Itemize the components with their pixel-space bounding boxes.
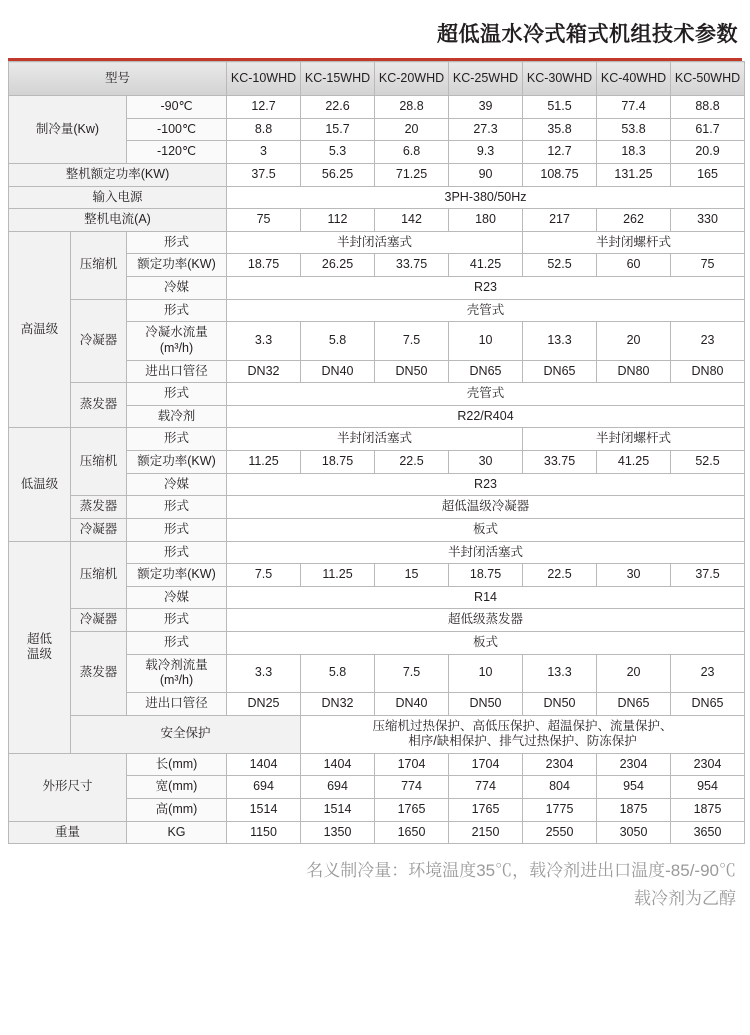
power-supply-label: 输入电源	[9, 186, 227, 209]
high-comp-form-label: 形式	[127, 231, 227, 254]
ultra-evap-flow-label	[127, 654, 227, 692]
dimension-1-2: 774	[375, 776, 449, 799]
capacity-2-2: 6.8	[375, 141, 449, 164]
high-cond-flow-3: 10	[449, 322, 523, 360]
dimension-0-1: 1404	[301, 753, 375, 776]
model-col-5: KC-40WHD	[597, 62, 671, 96]
high-cond-pipe-label: 进出口管径	[127, 360, 227, 383]
ultra-evaporator-label: 蒸发器	[71, 632, 127, 716]
low-comp-form-label: 形式	[127, 428, 227, 451]
high-cond-pipe-6: DN80	[671, 360, 745, 383]
high-cond-pipe-1: DN40	[301, 360, 375, 383]
high-cond-flow-0: 3.3	[227, 322, 301, 360]
table-row-high-cond-form	[9, 299, 745, 322]
capacity-0-3: 39	[449, 96, 523, 119]
ultra-cond-form-label: 形式	[127, 609, 227, 632]
rated-power-4: 108.75	[523, 163, 597, 186]
capacity-0-6: 88.8	[671, 96, 745, 119]
model-col-1: KC-15WHD	[301, 62, 375, 96]
model-col-2: KC-20WHD	[375, 62, 449, 96]
low-condenser-label: 冷凝器	[71, 518, 127, 541]
high-comp-power-3: 41.25	[449, 254, 523, 277]
low-comp-refrigerant-label: 冷媒	[127, 473, 227, 496]
low-cond-form-label: 形式	[127, 518, 227, 541]
table-row-models	[9, 62, 745, 96]
ultra-comp-power-6: 37.5	[671, 564, 745, 587]
high-cond-flow-2: 7.5	[375, 322, 449, 360]
capacity-2-4: 12.7	[523, 141, 597, 164]
capacity-1-0: 8.8	[227, 118, 301, 141]
dimension-2-3: 1765	[449, 799, 523, 822]
capacity-0-5: 77.4	[597, 96, 671, 119]
current-label: 整机电流(A)	[9, 209, 227, 232]
ultra-evap-flow-4: 13.3	[523, 654, 597, 692]
high-comp-power-label: 额定功率(KW)	[127, 254, 227, 277]
ultra-comp-power-0: 7.5	[227, 564, 301, 587]
high-evap-form-value: 壳管式	[227, 383, 745, 406]
dimension-1-3: 774	[449, 776, 523, 799]
capacity-temp-1: -100℃	[127, 118, 227, 141]
high-comp-power-2: 33.75	[375, 254, 449, 277]
table-row-capacity-90	[9, 96, 745, 119]
weight-6: 3650	[671, 821, 745, 844]
weight-unit: KG	[127, 821, 227, 844]
current-2: 142	[375, 209, 449, 232]
rated-power-2: 71.25	[375, 163, 449, 186]
dimension-0-0: 1404	[227, 753, 301, 776]
ultra-evap-flow-label-line1: 载冷剂流量	[145, 657, 208, 672]
weight-4: 2550	[523, 821, 597, 844]
high-evap-coolant-label: 载冷剂	[127, 405, 227, 428]
high-comp-refrigerant-value: R23	[227, 277, 745, 300]
high-comp-power-1: 26.25	[301, 254, 375, 277]
current-0: 75	[227, 209, 301, 232]
high-cond-flow-5: 20	[597, 322, 671, 360]
ultra-evap-pipe-1: DN32	[301, 692, 375, 715]
low-cond-form-value: 板式	[227, 518, 745, 541]
ultra-comp-form-label: 形式	[127, 541, 227, 564]
dimension-0-4: 2304	[523, 753, 597, 776]
dimension-0-6: 2304	[671, 753, 745, 776]
model-col-3: KC-25WHD	[449, 62, 523, 96]
footnote-line-2: 载冷剂为乙醇	[634, 888, 736, 908]
high-comp-power-4: 52.5	[523, 254, 597, 277]
technical-parameters-table	[8, 61, 745, 844]
ultra-cond-form-value: 超低级蒸发器	[227, 609, 745, 632]
weight-2: 1650	[375, 821, 449, 844]
dimension-1-6: 954	[671, 776, 745, 799]
dimension-name-1: 宽(mm)	[127, 776, 227, 799]
rated-power-label: 整机额定功率(KW)	[9, 163, 227, 186]
high-comp-power-5: 60	[597, 254, 671, 277]
dimension-1-5: 954	[597, 776, 671, 799]
stage-low-label: 低温级	[9, 428, 71, 541]
ultra-evap-flow-1: 5.8	[301, 654, 375, 692]
low-comp-power-5: 41.25	[597, 451, 671, 474]
low-comp-refrigerant-value: R23	[227, 473, 745, 496]
rated-power-1: 56.25	[301, 163, 375, 186]
capacity-0-4: 51.5	[523, 96, 597, 119]
current-5: 262	[597, 209, 671, 232]
dimension-2-5: 1875	[597, 799, 671, 822]
ultra-comp-power-5: 30	[597, 564, 671, 587]
table-row-current	[9, 209, 745, 232]
weight-label: 重量	[9, 821, 127, 844]
dimension-0-5: 2304	[597, 753, 671, 776]
low-evap-form-value: 超低温级冷凝器	[227, 496, 745, 519]
ultra-compressor-label: 压缩机	[71, 541, 127, 609]
high-comp-form-piston: 半封闭活塞式	[227, 231, 523, 254]
high-cond-pipe-0: DN32	[227, 360, 301, 383]
high-comp-power-6: 75	[671, 254, 745, 277]
low-comp-power-label: 额定功率(KW)	[127, 451, 227, 474]
ultra-evap-form-value: 板式	[227, 632, 745, 655]
model-col-6: KC-50WHD	[671, 62, 745, 96]
stage-ultra-label	[9, 541, 71, 753]
low-comp-form-piston: 半封闭活塞式	[227, 428, 523, 451]
ultra-evap-flow-6: 23	[671, 654, 745, 692]
high-cond-pipe-3: DN65	[449, 360, 523, 383]
current-3: 180	[449, 209, 523, 232]
model-label: 型号	[9, 62, 227, 96]
ultra-evap-flow-label-line2: (m³/h)	[159, 673, 194, 688]
ultra-comp-refrigerant-label: 冷媒	[127, 586, 227, 609]
capacity-1-1: 15.7	[301, 118, 375, 141]
low-comp-power-2: 22.5	[375, 451, 449, 474]
ultra-evap-pipe-3: DN50	[449, 692, 523, 715]
dimension-0-2: 1704	[375, 753, 449, 776]
footnote	[0, 844, 750, 911]
table-row-low-comp-form	[9, 428, 745, 451]
ultra-evap-pipe-5: DN65	[597, 692, 671, 715]
high-cond-pipe-4: DN65	[523, 360, 597, 383]
ultra-comp-refrigerant-value: R14	[227, 586, 745, 609]
page-title: 超低温水冷式箱式机组技术参数	[437, 23, 738, 46]
stage-ultra-label-line1: 超低	[26, 631, 52, 646]
footnote-line-1: 名义制冷量：环境温度35℃，载冷剂进出口温度-85/-90℃	[306, 861, 736, 881]
table-row-ultra-evap-form	[9, 632, 745, 655]
capacity-2-6: 20.9	[671, 141, 745, 164]
dimension-2-2: 1765	[375, 799, 449, 822]
capacity-label: 制冷量(Kw)	[9, 96, 127, 164]
capacity-1-5: 53.8	[597, 118, 671, 141]
safety-line-2: 相序/缺相保护、排气过热保护、防冻保护	[408, 734, 637, 749]
low-comp-power-1: 18.75	[301, 451, 375, 474]
capacity-1-3: 27.3	[449, 118, 523, 141]
dimension-0-3: 1704	[449, 753, 523, 776]
model-col-0: KC-10WHD	[227, 62, 301, 96]
current-1: 112	[301, 209, 375, 232]
ultra-evap-flow-2: 7.5	[375, 654, 449, 692]
weight-5: 3050	[597, 821, 671, 844]
weight-1: 1350	[301, 821, 375, 844]
capacity-1-4: 35.8	[523, 118, 597, 141]
table-row-high-evap-form	[9, 383, 745, 406]
power-supply-value: 3PH-380/50Hz	[227, 186, 745, 209]
capacity-0-1: 22.6	[301, 96, 375, 119]
table-row-low-evap-form	[9, 496, 745, 519]
rated-power-3: 90	[449, 163, 523, 186]
capacity-0-0: 12.7	[227, 96, 301, 119]
current-6: 330	[671, 209, 745, 232]
capacity-2-0: 3	[227, 141, 301, 164]
capacity-2-1: 5.3	[301, 141, 375, 164]
table-row-low-cond-form	[9, 518, 745, 541]
low-comp-form-screw: 半封闭螺杆式	[523, 428, 745, 451]
safety-line-1: 压缩机过热保护、高低压保护、超温保护、流量保护、	[372, 718, 673, 733]
high-comp-refrigerant-label: 冷媒	[127, 277, 227, 300]
low-comp-power-6: 52.5	[671, 451, 745, 474]
low-compressor-label: 压缩机	[71, 428, 127, 496]
ultra-evap-form-label: 形式	[127, 632, 227, 655]
capacity-2-3: 9.3	[449, 141, 523, 164]
rated-power-0: 37.5	[227, 163, 301, 186]
table-row-ultra-comp-form	[9, 541, 745, 564]
current-4: 217	[523, 209, 597, 232]
high-cond-pipe-5: DN80	[597, 360, 671, 383]
low-evap-form-label: 形式	[127, 496, 227, 519]
high-cond-pipe-2: DN50	[375, 360, 449, 383]
low-comp-power-3: 30	[449, 451, 523, 474]
ultra-comp-form-value: 半封闭活塞式	[227, 541, 745, 564]
ultra-evap-pipe-label: 进出口管径	[127, 692, 227, 715]
high-evaporator-label: 蒸发器	[71, 383, 127, 428]
low-evaporator-label: 蒸发器	[71, 496, 127, 519]
ultra-evap-flow-5: 20	[597, 654, 671, 692]
table-row-power-supply	[9, 186, 745, 209]
capacity-1-6: 61.7	[671, 118, 745, 141]
capacity-2-5: 18.3	[597, 141, 671, 164]
ultra-comp-power-label: 额定功率(KW)	[127, 564, 227, 587]
ultra-evap-pipe-0: DN25	[227, 692, 301, 715]
low-comp-power-4: 33.75	[523, 451, 597, 474]
high-cond-flow-6: 23	[671, 322, 745, 360]
high-comp-power-0: 18.75	[227, 254, 301, 277]
table-row-high-comp-form	[9, 231, 745, 254]
ultra-condenser-label: 冷凝器	[71, 609, 127, 632]
table-row-rated-power	[9, 163, 745, 186]
weight-3: 2150	[449, 821, 523, 844]
high-cond-form-label: 形式	[127, 299, 227, 322]
ultra-evap-pipe-4: DN50	[523, 692, 597, 715]
ultra-comp-power-4: 22.5	[523, 564, 597, 587]
stage-high-label: 高温级	[9, 231, 71, 428]
safety-value	[301, 715, 745, 753]
dimension-name-0: 长(mm)	[127, 753, 227, 776]
high-condenser-label: 冷凝器	[71, 299, 127, 383]
stage-ultra-label-line2: 温级	[26, 647, 52, 662]
ultra-evap-pipe-2: DN40	[375, 692, 449, 715]
dimension-1-4: 804	[523, 776, 597, 799]
high-evap-coolant-value: R22/R404	[227, 405, 745, 428]
ultra-evap-flow-3: 10	[449, 654, 523, 692]
high-cond-form-value: 壳管式	[227, 299, 745, 322]
high-comp-form-screw: 半封闭螺杆式	[523, 231, 745, 254]
table-row-ultra-cond-form	[9, 609, 745, 632]
capacity-temp-0: -90℃	[127, 96, 227, 119]
capacity-temp-2: -120℃	[127, 141, 227, 164]
table-row-safety	[9, 715, 745, 753]
high-evap-form-label: 形式	[127, 383, 227, 406]
dimension-2-6: 1875	[671, 799, 745, 822]
weight-0: 1150	[227, 821, 301, 844]
dimension-1-1: 694	[301, 776, 375, 799]
ultra-comp-power-2: 15	[375, 564, 449, 587]
model-col-4: KC-30WHD	[523, 62, 597, 96]
ultra-evap-flow-0: 3.3	[227, 654, 301, 692]
dimension-2-0: 1514	[227, 799, 301, 822]
dimension-label: 外形尺寸	[9, 753, 127, 821]
low-comp-power-0: 11.25	[227, 451, 301, 474]
high-cond-flow-1: 5.8	[301, 322, 375, 360]
ultra-comp-power-3: 18.75	[449, 564, 523, 587]
high-cond-flow-label: 冷凝水流量(m³/h)	[127, 322, 227, 360]
rated-power-5: 131.25	[597, 163, 671, 186]
ultra-evap-pipe-6: DN65	[671, 692, 745, 715]
table-row-dimension-length	[9, 753, 745, 776]
ultra-comp-power-1: 11.25	[301, 564, 375, 587]
dimension-2-4: 1775	[523, 799, 597, 822]
dimension-2-1: 1514	[301, 799, 375, 822]
high-cond-flow-4: 13.3	[523, 322, 597, 360]
capacity-0-2: 28.8	[375, 96, 449, 119]
safety-label: 安全保护	[71, 715, 301, 753]
capacity-1-2: 20	[375, 118, 449, 141]
high-compressor-label: 压缩机	[71, 231, 127, 299]
dimension-1-0: 694	[227, 776, 301, 799]
table-row-weight	[9, 821, 745, 844]
rated-power-6: 165	[671, 163, 745, 186]
dimension-name-2: 高(mm)	[127, 799, 227, 822]
